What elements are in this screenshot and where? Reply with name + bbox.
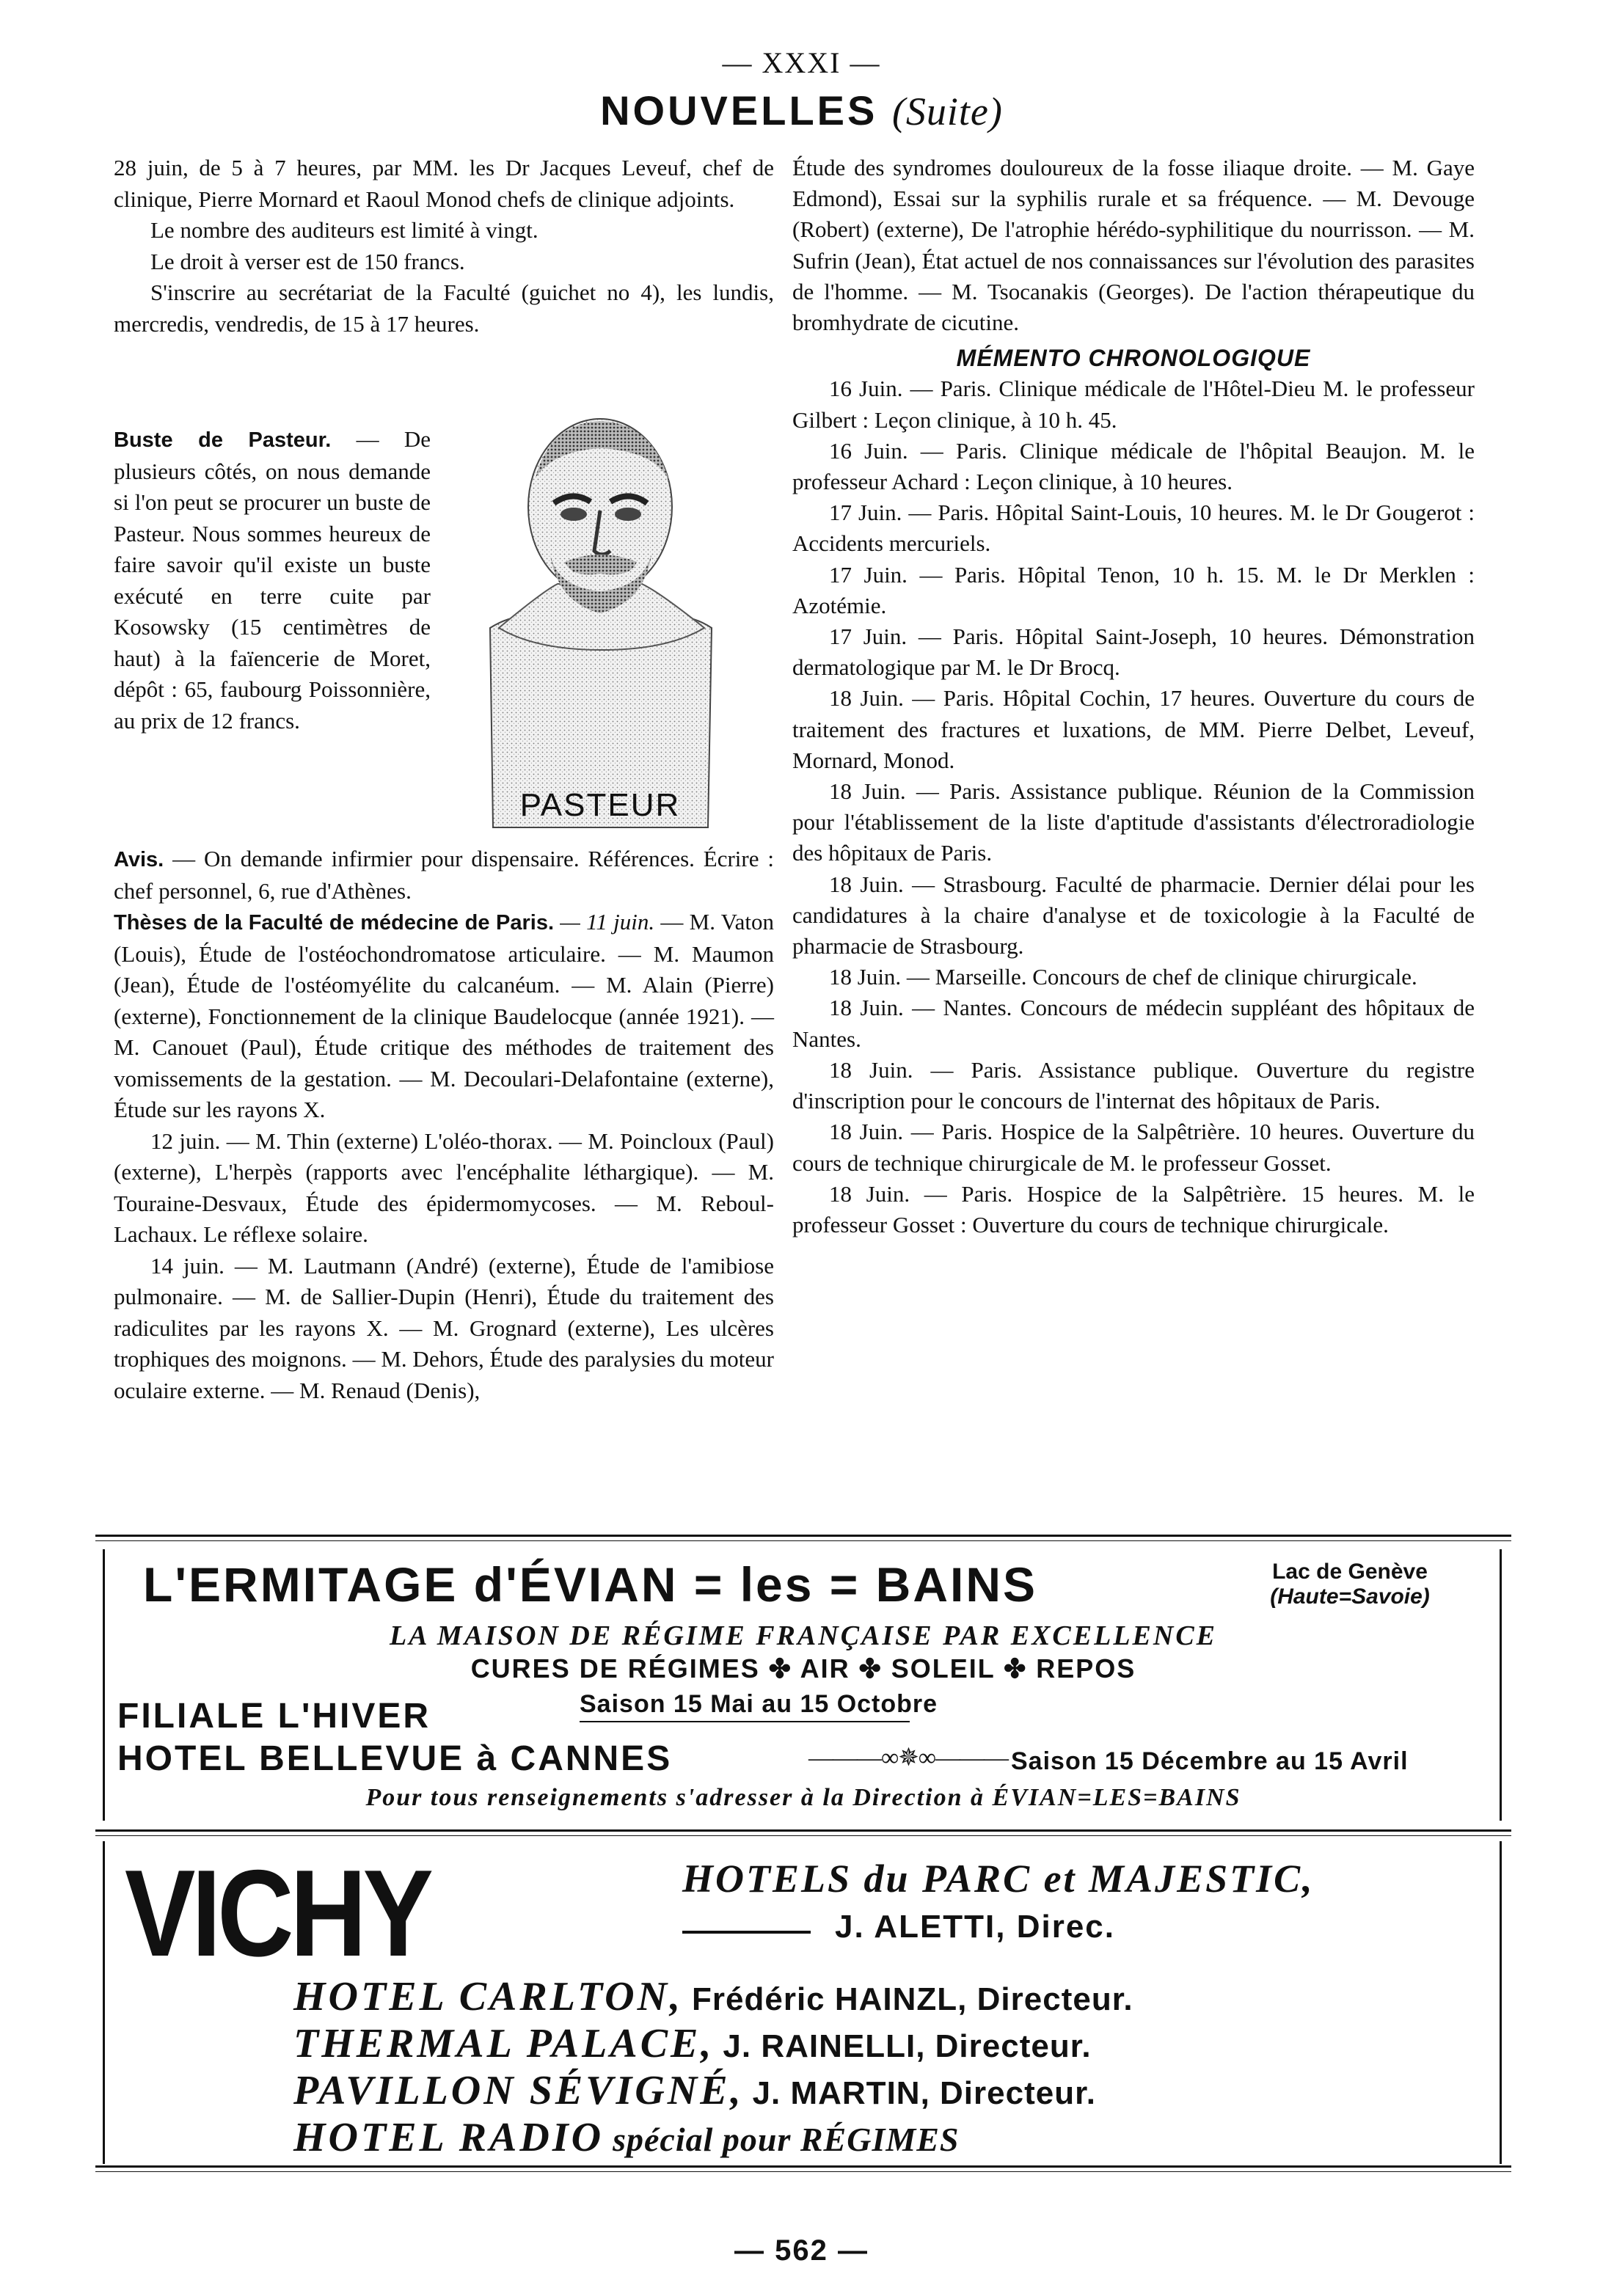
vichy-ad-left-border: [103, 1841, 105, 2164]
intro-paragraph: Le nombre des auditeurs est limité à vingt.: [150, 217, 538, 243]
theses-paragraph: [114, 907, 774, 1126]
memento-entry: 18 Juin. — Marseille. Concours de chef de clinique chirurgicale.: [829, 964, 1417, 990]
theses-date: — 11 juin.: [554, 909, 655, 935]
vichy-hotel-name: HOTEL RADIO: [293, 2115, 605, 2160]
buste-article: [114, 424, 431, 736]
evian-ad-winter-season: Saison 15 Décembre au 15 Avril: [1011, 1747, 1409, 1775]
memento-title: MÉMENTO CHRONOLOGIQUE: [956, 345, 1311, 372]
theses-14-juin: 14 juin. — M. Lautmann (André) (externe), Étude de l'amibiose pulmonaire. — M. de Sallier-Dupin (Henri), Étude du traitement des radiculites par les rayons X. — M. Grognard (externe), Les ulcères trophiques des moignons. — M. Dehors, Étude des paralysies du moteur oculaire externe. — M. Renaud (Denis),: [114, 1252, 774, 1403]
page-number: — 562 —: [734, 2234, 869, 2267]
page-roman-numeral: — XXXI —: [722, 46, 881, 79]
memento-entry: 17 Juin. — Paris. Hôpital Tenon, 10 h. 15. M. le Dr Merklen : Azotémie.: [792, 561, 1475, 618]
buste-heading: Buste de Pasteur.: [114, 428, 332, 452]
memento-entry: 18 Juin. — Nantes. Concours de médecin suppléant des hôpitaux de Nantes.: [792, 995, 1475, 1052]
vichy-hotel-name: HOTEL CARLTON,: [293, 1974, 684, 2019]
memento-entry: 18 Juin. — Paris. Assistance publique. Réunion de la Commission pour l'établissement de la liste d'aptitude d'assistants d'électroradiologie des hôpitaux de Paris.: [792, 778, 1475, 866]
memento-entry: 16 Juin. — Paris. Clinique médicale de l'Hôtel-Dieu M. le professeur Gilbert : Leçon clinique, à 10 h. 45.: [792, 376, 1475, 433]
vichy-ad-right-border: [1500, 1841, 1502, 2164]
theses-12-juin: 12 juin. — M. Thin (externe) L'oléo-thorax. — M. Poincloux (Paul) (externe), L'herpès (rapports avec l'encéphalite léthargique). — M. Touraine-Desvaux, Étude des épidermomycoses. — M. Reboul-Lachaux. Le réflexe solaire.: [114, 1127, 774, 1247]
vichy-hotel-director: Frédéric HAINZL, Directeur.: [692, 1981, 1133, 2017]
evian-ad-summer-season: Saison 15 Mai au 15 Octobre: [580, 1690, 938, 1718]
evian-ad-left-border: [103, 1549, 105, 1821]
intro-paragraph: Le droit à verser est de 150 francs.: [150, 248, 465, 274]
evian-ad-title: L'ERMITAGE d'ÉVIAN = les = BAINS: [143, 1557, 1038, 1612]
evian-ad-location: [1240, 1560, 1460, 1609]
vichy-aletti-dash: [682, 1931, 811, 1934]
memento-entry: 18 Juin. — Paris. Assistance publique. Ouverture du registre d'inscription pour le concours de l'internat des hôpitaux de Paris.: [792, 1056, 1475, 1114]
section-title-suffix: (Suite): [891, 89, 1003, 134]
ad-mid-rule: [95, 1829, 1511, 1832]
section-title: [0, 87, 1603, 134]
memento-entry: 18 Juin. — Paris. Hospice de la Salpêtrière. 15 heures. M. le professeur Gosset : Ouverture du cours de technique chirurgicale.: [792, 1180, 1475, 1237]
vichy-hotel-row: [293, 1973, 1133, 2020]
right-column: [792, 153, 1475, 1240]
vichy-hotel-director: J. MARTIN, Directeur.: [752, 2075, 1096, 2111]
ad-mid-rule-thin: [95, 1835, 1511, 1836]
evian-ad-season-underline: [580, 1721, 910, 1722]
evian-ad-cures: CURES DE RÉGIMES ✤ AIR ✤ SOLEIL ✤ REPOS: [470, 1653, 1136, 1683]
evian-ad-hotel-bellevue: HOTEL BELLEVUE à CANNES: [117, 1739, 673, 1778]
memento-entry: 18 Juin. — Paris. Hôpital Cochin, 17 heures. Ouverture du cours de traitement des fractures et luxations, de MM. Pierre Delbet, Leveuf, Mornard, Monod.: [792, 685, 1475, 773]
memento-entry: 16 Juin. — Paris. Clinique médicale de l'hôpital Beaujon. M. le professeur Achard : Leçon clinique, à 10 heures.: [792, 437, 1475, 495]
intro-paragraph: S'inscrire au secrétariat de la Faculté (guichet no 4), les lundis, mercredis, vendredis, de 15 à 17 heures.: [114, 279, 774, 337]
evian-ad-tagline: LA MAISON DE RÉGIME FRANÇAISE PAR EXCELLENCE: [389, 1620, 1218, 1651]
avis-text: — On demande infirmier pour dispensaire. Références. Écrire : chef personnel, 6, rue d'Athènes.: [114, 846, 774, 904]
pasteur-bust-image: [484, 408, 715, 832]
intro-paragraph: 28 juin, de 5 à 7 heures, par MM. les Dr Jacques Leveuf, chef de clinique, Pierre Mornard et Raoul Monod chefs de clinique adjoints.: [114, 155, 774, 212]
bust-caption: PASTEUR: [519, 787, 681, 823]
ad-bottom-rule: [95, 2165, 1511, 2168]
section-title-text: NOUVELLES: [600, 87, 878, 134]
theses-heading: Thèses de la Faculté de médecine de Paris.: [114, 911, 555, 935]
vichy-hotels-parc-majestic: HOTELS du PARC et MAJESTIC,: [682, 1857, 1315, 1901]
vichy-hotel-row: [293, 2067, 1096, 2114]
theses-continuation: Étude des syndromes douloureux de la fosse iliaque droite. — M. Gaye Edmond), Essai sur la syphilis rurale et sa fréquence. — M. Devouge (Robert) (externe), De l'atrophie hérédo-syphilitique du nourrisson. — M. Sufrin (Jean), État actuel de nos connaissances sur l'évolution des parasites de l'homme. — M. Tsocanakis (Georges). De l'action thérapeutique du bromhydrate de cicutine.: [792, 155, 1475, 336]
buste-text: — De plusieurs côtés, on nous demande si l'on peut se procurer un buste de Pasteur. Nous sommes heureux de faire savoir qu'il existe un buste exécuté en terre cuite par Kosowsky (15 centimètres de haut) à la faïencerie de Moret, dépôt : 65, faubourg Poissonnière, au prix de 12 francs.: [114, 426, 431, 734]
memento-entry: 18 Juin. — Paris. Hospice de la Salpêtrière. 10 heures. Ouverture du cours de technique chirurgicale de M. le professeur Gosset.: [792, 1119, 1475, 1176]
vichy-hotel-director: J. RAINELLI, Directeur.: [723, 2028, 1092, 2064]
vichy-hotel-name: PAVILLON SÉVIGNÉ,: [293, 2068, 744, 2113]
memento-entry: 17 Juin. — Paris. Hôpital Saint-Louis, 10 heures. M. le Dr Gougerot : Accidents mercuriels.: [792, 500, 1475, 557]
ad-top-rule-thin: [95, 1540, 1511, 1541]
ad-top-rule: [95, 1535, 1511, 1537]
evian-ad-region: (Haute=Savoie): [1270, 1584, 1430, 1609]
avis-heading: Avis.: [114, 848, 164, 871]
evian-ad-right-border: [1500, 1549, 1502, 1821]
vichy-title: VICHY: [125, 1844, 430, 1982]
theses-text: — M. Vaton (Louis), Étude de l'ostéochondromatose articulaire. — M. Maumon (Jean), Étude de l'ostéomyélite du calcanéum. — M. Alain (Pierre) (externe), Fonctionnement de la clinique Baudelocque (année 1921). — M. Canouet (Paul), Étude critique des méthodes de traitement des vomissements de la gestation. — M. Decoulari-Delafontaine (externe), Étude sur les rayons X.: [114, 909, 774, 1122]
vichy-aletti: J. ALETTI, Direc.: [835, 1909, 1116, 1945]
vichy-hotel-row: [293, 2114, 960, 2161]
evian-ad-filiale: FILIALE L'HIVER: [117, 1697, 431, 1736]
memento-entry: 18 Juin. — Strasbourg. Faculté de pharmacie. Dernier délai pour les candidatures à la chaire d'analyse et de toxicologie à la Faculté de pharmacie de Strasbourg.: [792, 871, 1475, 959]
left-column-lower: [114, 844, 774, 1406]
ad-bottom-rule-thin: [95, 2171, 1511, 2172]
evian-ad-ornament: ———∞✵∞———: [808, 1744, 1008, 1772]
avis-paragraph: [114, 844, 774, 907]
left-column-intro: [114, 153, 774, 340]
memento-entry: 17 Juin. — Paris. Hôpital Saint-Joseph, 10 heures. Démonstration dermatologique par M. le Dr Brocq.: [792, 624, 1475, 681]
vichy-hotel-name: THERMAL PALACE,: [293, 2021, 715, 2066]
vichy-hotel-director: spécial pour RÉGIMES: [613, 2121, 960, 2158]
evian-ad-lac: Lac de Genève: [1272, 1560, 1428, 1584]
vichy-hotel-row: [293, 2020, 1092, 2067]
evian-ad-info: Pour tous renseignements s'adresser à la Direction à ÉVIAN=LES=BAINS: [365, 1784, 1241, 1811]
